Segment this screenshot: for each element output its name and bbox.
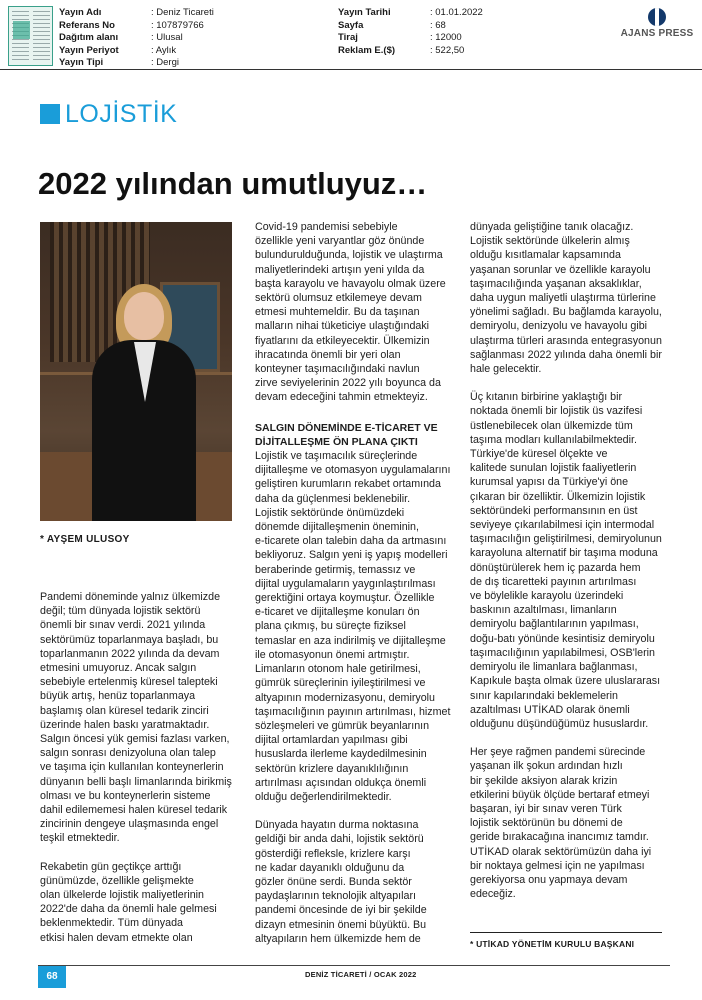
text-line: demiryolu bağlantılarının yapılması, <box>470 618 639 631</box>
text-line: fiyatlarını da etkileyecektir. Ülkemizin <box>255 334 430 347</box>
ajans-press-logo <box>617 8 697 39</box>
meta-left <box>59 7 214 70</box>
text-line: beklenmektedir. Tüm dünyada <box>40 917 183 930</box>
text-line: taşımacılığın geliştirilmesi, demiryolunun <box>470 533 662 546</box>
text-line: paydaşlarının teknolojik altyapıları <box>255 890 416 903</box>
text-line: altyapıların hem ülkemizde hem de <box>255 932 421 945</box>
header-divider <box>0 69 702 70</box>
section-square-icon <box>40 104 60 124</box>
text-line: olduğunu düşündüğümüz hususlardır. <box>470 717 649 730</box>
text-line: Her şeye rağmen pandemi sürecinde <box>470 746 646 759</box>
text-line: edeceğiz. <box>470 888 516 901</box>
text-line: plana çıkmış, bu süreçte fiziksel <box>255 620 406 633</box>
text-line: büyük artış, henüz toparlanmaya <box>40 690 196 703</box>
text-line: zirve seviyelerinin 2022 yılı boyunca da <box>255 377 441 390</box>
text-line: 2022'de daha da önemli hale gelmesi <box>40 903 217 916</box>
text-line: bekliyoruz. Salgın yeni iş yapış modelleri <box>255 549 448 562</box>
text-line: gümrük süreçlerinin iyileştirilmesi ve <box>255 677 426 690</box>
text-line: günümüzde, özellikle gelişmekte <box>40 874 194 887</box>
text-line: zincirinin dengeye ulaşmasında engel <box>40 818 219 831</box>
text-line: ulaştırma türleri arasında entegrasyonun <box>470 334 662 347</box>
footer-divider <box>38 965 670 966</box>
press-header <box>0 0 702 72</box>
meta-value: : 12000 <box>430 32 462 43</box>
text-line: kurumsal yapısı da Türkiye'yi öne <box>470 476 629 489</box>
meta-row <box>59 57 214 70</box>
logo-text: AJANS PRESS <box>620 28 694 39</box>
text-line: taşıma modları kullanılabilmektedir. <box>470 433 637 446</box>
text-line: başaran, iyi bir sınav veren Türk <box>470 802 622 815</box>
footer-text: DENİZ TİCARETİ / OCAK 2022 <box>305 970 417 979</box>
meta-right <box>338 7 483 57</box>
text-line: hale gelecektir. <box>470 363 542 376</box>
author-signature: * UTİKAD YÖNETİM KURULU BAŞKANI <box>470 939 635 949</box>
text-line: etkisi halen devam etmekte olan <box>40 931 193 944</box>
meta-key: Tiraj <box>338 32 358 43</box>
text-line: lojistik sektörünün bu dönemi de <box>470 817 623 830</box>
text-line: e-ticaret ve dijitalleşme konuları ön <box>255 606 420 619</box>
text-line: Limanların otonom hale getirilmesi, <box>255 663 421 676</box>
text-line: maliyetlerindeki artışın yeni yılda da <box>255 263 425 276</box>
text-line: taşımacılığının yapılabilmesi, OSB'lerin <box>470 646 655 659</box>
text-line: bir şekilde aksiyon alarak krizin <box>470 774 618 787</box>
subheading-line: SALGIN DÖNEMİNDE E-TİCARET VE <box>255 421 438 434</box>
text-line: de dış ticaretteki payının artırılması <box>470 575 637 588</box>
article-title: 2022 yılından umutluyuz… <box>38 166 428 201</box>
text-line: UTİKAD olarak sektörümüzün daha iyi <box>470 845 652 858</box>
text-line: değil; tüm dünyada lojistik sektörü <box>40 605 201 618</box>
text-line: üzerinde halen baskı yaratmaktadır. <box>40 718 210 731</box>
text-line: ve taşıma için kullanılan konteynerlerin <box>40 761 224 774</box>
text-line: hususlarda ilerleme kaydedilmesinin <box>255 748 427 761</box>
meta-key: Referans No <box>59 19 115 31</box>
text-line: Kapıkule başta olmak üzere uluslararası <box>470 675 661 688</box>
text-line: Lojistik ve taşımacılık süreçlerinde <box>255 450 418 463</box>
meta-key: Sayfa <box>338 19 364 31</box>
text-line: geliştiren kurumların rekabet ortamında <box>255 478 441 491</box>
meta-row <box>59 7 214 20</box>
text-line: gerektiğini ortaya koymuştur. Özellikle <box>255 592 435 605</box>
meta-key: Dağıtım alanı <box>59 32 119 43</box>
text-line: dönemde dijitalleşmenin öneminin, <box>255 521 419 534</box>
text-line: etmesi muhtemeldir. Bu da taşınan <box>255 306 420 319</box>
text-line: konteyner taşımacılığındaki navlun <box>255 363 420 376</box>
text-line: karayoluna alternatif bir taşıma moduna <box>470 547 658 560</box>
text-line: devam edeceğini tahmin etmekteyiz. <box>255 391 428 404</box>
page-number: 68 <box>38 966 66 988</box>
meta-value: : Dergi <box>151 57 179 68</box>
text-line: Pandemi döneminde yalnız ülkemizde <box>40 591 221 603</box>
column-3 <box>470 220 670 901</box>
text-line: taşımacılığında yaşanan aksaklıklar, <box>470 277 642 290</box>
text-line: Dünyada hayatın durma noktasına <box>255 819 419 832</box>
text-line: yönelimi sağladı. Bu bağlamda karayolu, <box>470 306 662 319</box>
text-line: demiryolu, denizyolu ve havayolu gibi <box>470 320 648 333</box>
text-line: toparlanmanın 2022 yılında da devam <box>40 647 220 660</box>
text-line: temaslar en aza indirilmiş ve dijitalleşme <box>255 634 446 647</box>
text-line: sağlanması 2022 yılında daha önemli bir <box>470 348 662 361</box>
meta-row <box>59 20 214 33</box>
column-1 <box>40 590 240 945</box>
text-line: etmesini umuyoruz. Ancak salgın <box>40 662 197 675</box>
text-line: Üç kıtanın birbirine yaklaştığı bir <box>470 391 623 404</box>
text-line: pandemi öncesinde de iyi bir şekilde <box>255 904 427 917</box>
text-line: dijital uygulamaların yaygınlaştırılması <box>255 577 436 590</box>
meta-value: : Aylık <box>151 44 177 56</box>
meta-value: : 68 <box>430 19 446 31</box>
text-line: sektörün krizlere dayanıklılığının <box>255 762 409 775</box>
meta-value: : Deniz Ticareti <box>151 7 214 18</box>
text-line: e-ticarete olan talebin daha da artmasını <box>255 535 447 548</box>
text-line: olan ülkelerde lojistik maliyetlerinin <box>40 889 204 902</box>
meta-key: Yayın Periyot <box>59 44 119 56</box>
text-line: seviyeye çıkarılabilmesi için intermodal <box>470 519 655 532</box>
text-line: baskının azaltılması, limanların <box>470 604 617 617</box>
text-line: dünyada geliştiğine tanık olacağız. <box>470 221 634 233</box>
text-line: demiryolu ile limanlara bağlanması, <box>470 661 638 674</box>
meta-key: Yayın Adı <box>59 7 102 18</box>
meta-value: : 01.01.2022 <box>430 7 483 18</box>
text-line: malların nihai tüketiciye ulaştığındaki <box>255 320 430 333</box>
text-line: önemli bir sınav verdi. 2021 yılında <box>40 619 206 632</box>
text-line: teşkil etmektedir. <box>40 832 120 845</box>
text-line: artırılması açısından oldukça önemli <box>255 776 427 789</box>
text-line: çıkaran bir özelliktir. Ülkemizin lojistik <box>470 490 646 503</box>
photo-caption: * AYŞEM ULUSOY <box>40 534 130 545</box>
text-line: doğu-batı yönünde kesintisiz demiryolu <box>470 632 655 645</box>
text-line: üstlenebilecek olan ülkemizde tüm <box>470 419 633 432</box>
subheading-line: DİJİTALLEŞME ÖN PLANA ÇIKTI <box>255 435 418 448</box>
text-line: bir noktaya gelmesi için ne yapılması <box>470 859 645 872</box>
text-line: ile otomasyonun önemi artmıştır. <box>255 648 410 661</box>
text-line: dijitalleşme ve otomasyon uygulamalarını <box>255 464 451 477</box>
text-line: gözler önüne serdi. Bunda sektör <box>255 875 412 888</box>
text-line: yaşanan sorunlar ve özellikle karayolu <box>470 263 651 276</box>
text-line: Salgın öncesi yük gemisi fazlası varken, <box>40 733 230 746</box>
text-line: Rekabetin gün geçtikçe arttığı <box>40 860 182 873</box>
meta-row <box>338 45 483 58</box>
text-line: sözleşmeleri ve gümrük beyanlarının <box>255 719 430 732</box>
text-line: salgın sonrası denizyoluna olan talep <box>40 747 216 760</box>
text-line: yaşanan ilk şokun ardından hızlı <box>470 760 623 773</box>
meta-row <box>338 7 483 20</box>
meta-row <box>338 32 483 45</box>
text-line: dönüştürülerek hem iç pazarda hem <box>470 561 641 574</box>
text-line: gerekiyorsa onu yapmaya devam <box>470 873 628 886</box>
text-line: sektörü olumsuz etkilemeye devam <box>255 292 422 305</box>
text-line: geride bırakacağına inancımız tamdır. <box>470 831 649 844</box>
text-line: olduğu kısıtlamalar kapsamında <box>470 249 621 262</box>
text-line: olması ve bu konteynerlerin sisteme <box>40 789 211 802</box>
text-line: daha da güçlenmesi beklenebilir. <box>255 492 411 505</box>
text-line: dünyanın belli başlı limanlarında birikmiş <box>40 775 232 788</box>
text-line: dijital ortamlardan yapılması gibi <box>255 734 408 747</box>
meta-value: : Ulusal <box>151 32 183 43</box>
text-line: Türkiye'de küresel ölçekte ve <box>470 448 608 461</box>
text-line: Lojistik sektöründe ülkelerin almış <box>470 235 630 248</box>
meta-row <box>59 32 214 45</box>
text-line: etkilerini büyük ölçüde bertaraf etmeyi <box>470 788 650 801</box>
section-title: LOJİSTİK <box>65 99 178 128</box>
text-line: ihracatında önemli bir yeri olan <box>255 348 401 361</box>
meta-row <box>338 20 483 33</box>
signature-divider <box>470 932 662 933</box>
text-line: altyapının modernizasyonu, demiryolu <box>255 691 436 704</box>
meta-value: : 107879766 <box>151 19 204 31</box>
text-line: olduğu değerlendirilmektedir. <box>255 790 392 803</box>
section-label <box>40 100 177 128</box>
text-line: dizayn etmesinin önemi büyüktü. Bu <box>255 918 427 931</box>
portrait-photo <box>40 222 232 521</box>
text-line: noktada önemli bir lojistik üs vazifesi <box>470 405 643 418</box>
text-line: Covid-19 pandemisi sebebiyle <box>255 221 398 233</box>
text-line: sınır kapılarındaki beklemelerin <box>470 689 618 702</box>
text-line: geldiği bir anda dahi, lojistik sektörü <box>255 833 424 846</box>
text-line: dahil edilememesi halen küresel tedarik <box>40 804 228 817</box>
text-line: başta karayolu ve havayolu olmak üzere <box>255 277 446 290</box>
text-line: taşımacılığının payının artırılması, hizmet <box>255 705 451 718</box>
text-line: sebebiyle ertelenmiş küresel talepteki <box>40 676 218 689</box>
text-line: Lojistik sektöründe önümüzdeki <box>255 506 405 519</box>
meta-key: Yayın Tarihi <box>338 7 391 18</box>
meta-key: Yayın Tipi <box>59 57 104 68</box>
text-line: başlamış olan küresel tedarik zinciri <box>40 704 209 717</box>
meta-key: Reklam E.($) <box>338 44 396 56</box>
text-line: ne kadar dayanıklı olduğunu da <box>255 861 405 874</box>
text-line: sektöründeki performansının en üst <box>470 504 638 517</box>
text-line: azaltılması UTİKAD olarak önemli <box>470 703 630 716</box>
text-line: kalitede sunulan lojistik faaliyetlerin <box>470 462 637 475</box>
text-line: özellikle yeni varyantlar göz önünde <box>255 235 425 248</box>
text-line: bulundurulduğunda, lojistik ve ulaştırma <box>255 249 443 262</box>
globe-icon <box>648 8 666 26</box>
column-2 <box>255 220 460 946</box>
page-thumbnail[interactable] <box>8 6 53 66</box>
text-line: sektörümüz toparlanmaya başladı, bu <box>40 633 219 646</box>
text-line: ve böylelikle karayolu üzerindeki <box>470 590 624 603</box>
meta-value: : 522,50 <box>430 44 465 56</box>
meta-row <box>59 45 214 58</box>
text-line: daha uygun maliyetli ulaştırma türlerine <box>470 292 656 305</box>
text-line: gösterdiği reflekslе, krizlere karşı <box>255 847 411 860</box>
text-line: beraberinde getirmiş, temassız ve <box>255 563 416 576</box>
